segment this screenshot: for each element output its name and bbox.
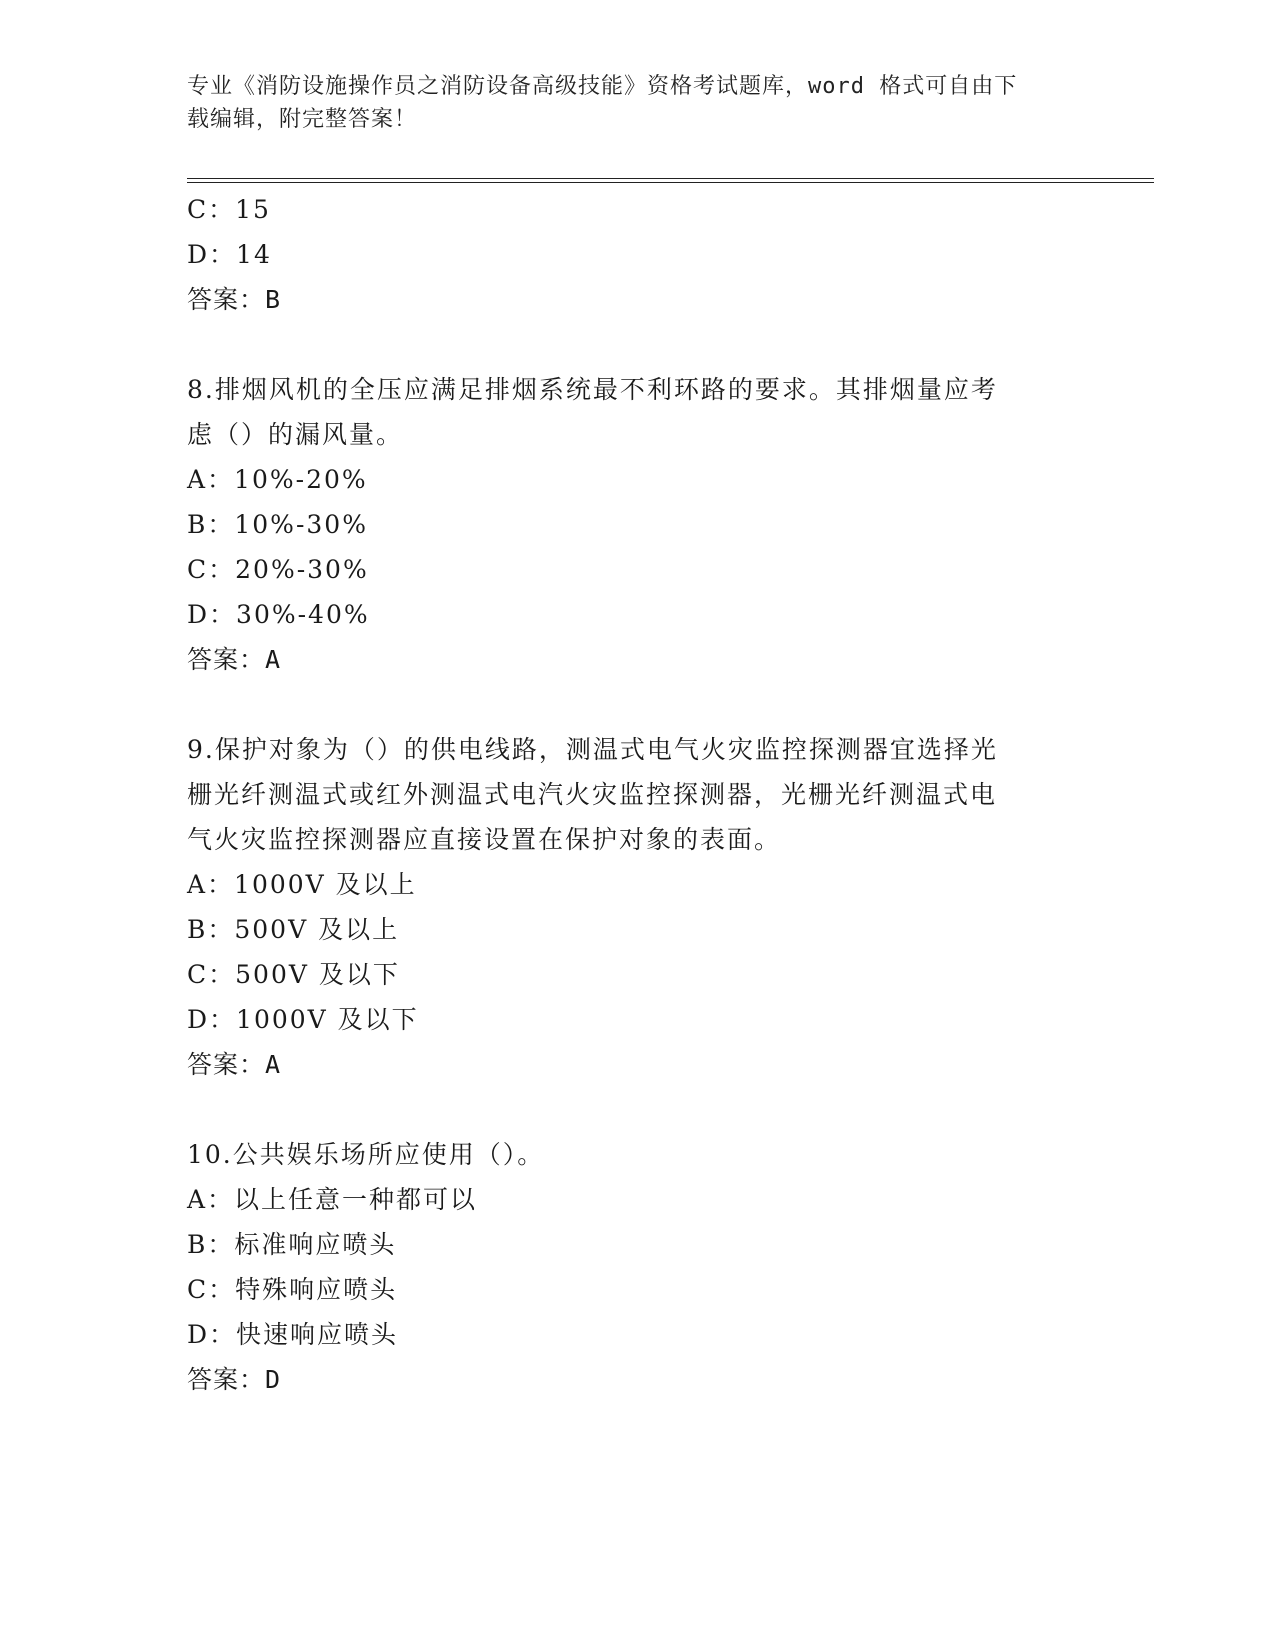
header-line-2: 载编辑，附完整答案！ [187, 107, 418, 132]
q10-stem-line-1: 10.公共娱乐场所应使用（）。 [187, 1140, 545, 1169]
q10-option-d: D：快速响应喷头 [187, 1320, 399, 1349]
q10-option-c: C：特殊响应喷头 [187, 1275, 398, 1304]
q9-option-d: D：1000V 及以下 [187, 1005, 419, 1034]
q8-answer: 答案：A [187, 645, 282, 674]
q9-option-c: C：500V 及以下 [187, 960, 400, 989]
q7-option-c: C：15 [187, 195, 271, 224]
q10-option-a: A：以上任意一种都可以 [187, 1185, 478, 1214]
document-header [187, 70, 1067, 136]
q9-stem-line-2: 栅光纤测温式或红外测温式电汽火灾监控探测器，光栅光纤测温式电 [187, 780, 998, 809]
q8-stem-line-1: 8.排烟风机的全压应满足排烟系统最不利环路的要求。其排烟量应考 [187, 375, 998, 404]
q8-option-a: A：10%-20% [187, 465, 368, 494]
q9-option-a: A：1000V 及以上 [187, 870, 417, 899]
header-rule-top [187, 178, 1154, 179]
q8-stem-line-2: 虑（）的漏风量。 [187, 420, 404, 449]
q8-option-d: D：30%-40% [187, 600, 370, 629]
q8-option-b: B：10%-30% [187, 510, 368, 539]
q9-stem-line-1: 9.保护对象为（）的供电线路，测温式电气火灾监控探测器宜选择光 [187, 735, 998, 764]
header-line-1: 专业《消防设施操作员之消防设备高级技能》资格考试题库，word 格式可自由下 [187, 74, 1018, 99]
q7-option-d: D：14 [187, 240, 272, 269]
q9-answer: 答案：A [187, 1050, 282, 1079]
header-rule-bottom [187, 182, 1154, 183]
q8-option-c: C：20%-30% [187, 555, 369, 584]
q10-answer: 答案：D [187, 1365, 282, 1394]
q9-stem-line-3: 气火灾监控探测器应直接设置在保护对象的表面。 [187, 825, 782, 854]
q7-answer: 答案：B [187, 285, 282, 314]
q10-option-b: B：标准响应喷头 [187, 1230, 397, 1259]
q9-option-b: B：500V 及以上 [187, 915, 400, 944]
